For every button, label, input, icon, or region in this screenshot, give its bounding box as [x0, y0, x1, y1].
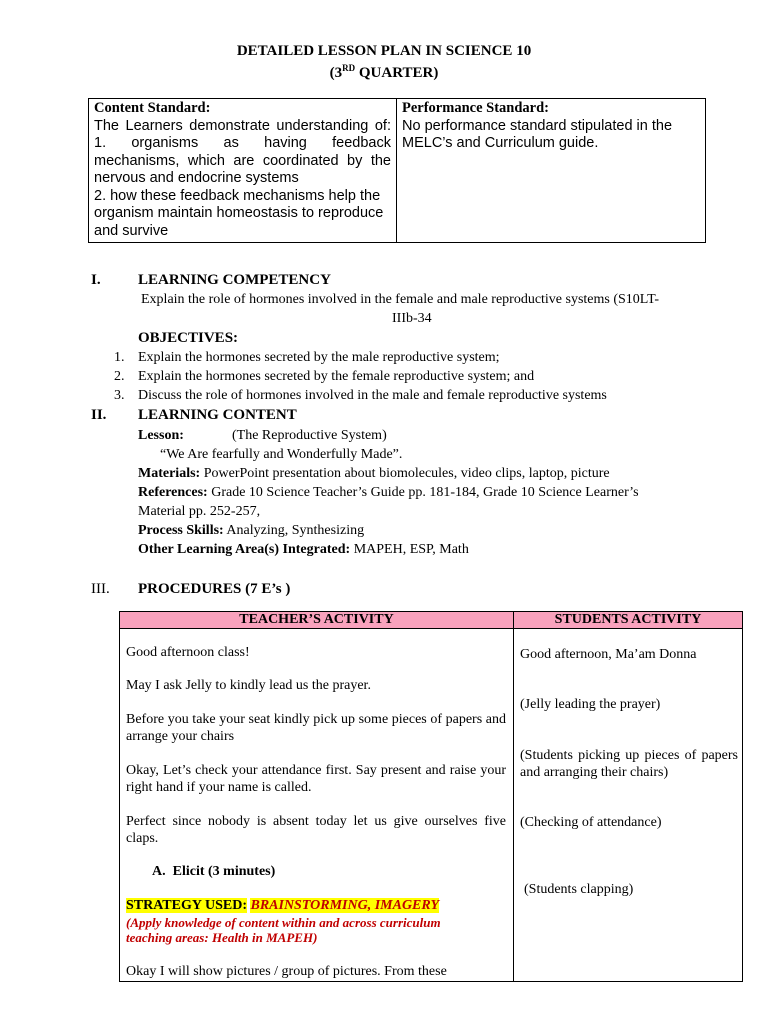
quarter-subtitle: (3RD QUARTER) — [329, 63, 439, 81]
section-3-title: PROCEDURES (7 E’s ) — [138, 581, 291, 597]
teacher-claps: Perfect since nobody is absent today let us give ourselves five claps. — [126, 814, 506, 846]
skills-line — [138, 523, 364, 539]
teacher-activity-header: TEACHER’S ACTIVITY — [120, 612, 514, 629]
students-activity-cell — [514, 629, 743, 982]
strategy-colon: : — [242, 898, 247, 913]
teacher-activity-cell — [120, 629, 514, 982]
section-2-numeral: II. — [91, 407, 107, 423]
procedures-table — [119, 611, 743, 982]
objective-2-text: Explain the hormones secreted by the female reproductive system; and — [138, 369, 535, 384]
objectives-title: OBJECTIVES: — [138, 330, 239, 346]
section-1-title: LEARNING COMPETENCY — [138, 272, 331, 288]
objective-2-number: 2. — [114, 369, 125, 384]
skills-label: Process Skills: — [138, 523, 224, 538]
strategy-line — [126, 898, 439, 915]
references-line-2: Material pp. 252-257, — [138, 504, 261, 519]
competency-line-2: IIIb-34 — [392, 311, 432, 326]
objective-1-number: 1. — [114, 350, 125, 365]
materials-label: Materials: — [138, 466, 201, 481]
lesson-quote: “We Are fearfully and Wonderfully Made”. — [160, 447, 403, 462]
lesson-value: (The Reproductive System) — [232, 428, 387, 443]
other-areas-line — [138, 542, 469, 558]
lesson-label: Lesson: — [138, 428, 184, 443]
student-greet: Good afternoon, Ma’am Donna — [520, 647, 697, 662]
teacher-papers: Before you take your seat kindly pick up some pieces of papers and arrange your chairs — [126, 712, 506, 744]
performance-standard-text: No performance standard stipulated in the MELC’s and Curriculum guide. — [402, 117, 673, 151]
elicit-title: Elicit (3 minutes) — [172, 864, 276, 879]
document-title: DETAILED LESSON PLAN IN SCIENCE 10 — [236, 43, 532, 59]
content-standard-cell — [89, 99, 397, 243]
materials-value: PowerPoint presentation about biomolecules, video clips, laptop, picture — [200, 466, 610, 481]
content-standard-text-2: 2. how these feedback mechanisms help the organism maintain homeostasis to reproduce and survive — [94, 187, 384, 239]
student-attendance: (Checking of attendance) — [520, 815, 662, 830]
performance-standard-label: Performance Standard: — [402, 100, 549, 116]
elicit-heading — [152, 864, 275, 881]
objective-3-number: 3. — [114, 388, 125, 403]
strategy-value: BRAINSTORMING, IMAGERY — [250, 898, 440, 913]
references-label: References: — [138, 485, 208, 500]
section-2-title: LEARNING CONTENT — [138, 407, 297, 423]
student-papers: (Students picking up pieces of papers and arranging their chairs) — [520, 748, 738, 780]
apply-note: (Apply knowledge of content within and across curriculum teaching areas: Health in MAPEH) — [126, 915, 441, 945]
other-areas-value: MAPEH, ESP, Math — [350, 542, 469, 557]
standards-table — [88, 98, 706, 243]
objective-1-text: Explain the hormones secreted by the male reproductive system; — [138, 350, 500, 365]
references-line — [138, 485, 639, 501]
strategy-label: STRATEGY USED — [126, 898, 243, 913]
teacher-greet: Good afternoon class! — [126, 645, 250, 660]
section-3-numeral: III. — [91, 581, 110, 597]
teacher-prayer: May I ask Jelly to kindly lead us the prayer. — [126, 678, 371, 693]
materials-line — [138, 466, 610, 482]
content-standard-text-1: The Learners demonstrate understanding of: 1. organisms as having feedback mechanisms, which are coordinated by the nervous and endocrine systems — [94, 117, 391, 186]
student-claps: (Students clapping) — [524, 882, 634, 897]
content-standard-label: Content Standard: — [94, 100, 211, 116]
teacher-attendance: Okay, Let’s check your attendance first. Say present and raise your right hand if your name is called. — [126, 763, 506, 795]
teacher-pictures: Okay I will show pictures / group of pictures. From these — [126, 964, 447, 979]
objective-3-text: Discuss the role of hormones involved in the male and female reproductive systems — [138, 388, 607, 403]
performance-standard-cell — [397, 99, 706, 243]
elicit-letter: A. — [152, 864, 166, 879]
other-areas-label: Other Learning Area(s) Integrated: — [138, 542, 351, 557]
competency-line-1: Explain the role of hormones involved in the female and male reproductive systems (S10LT- — [141, 292, 660, 307]
section-1-numeral: I. — [91, 272, 101, 288]
references-value: Grade 10 Science Teacher’s Guide pp. 181-184, Grade 10 Science Learner’s — [207, 485, 639, 500]
students-activity-header: STUDENTS ACTIVITY — [514, 612, 743, 629]
student-prayer: (Jelly leading the prayer) — [520, 697, 661, 712]
skills-value: Analyzing, Synthesizing — [223, 523, 365, 538]
